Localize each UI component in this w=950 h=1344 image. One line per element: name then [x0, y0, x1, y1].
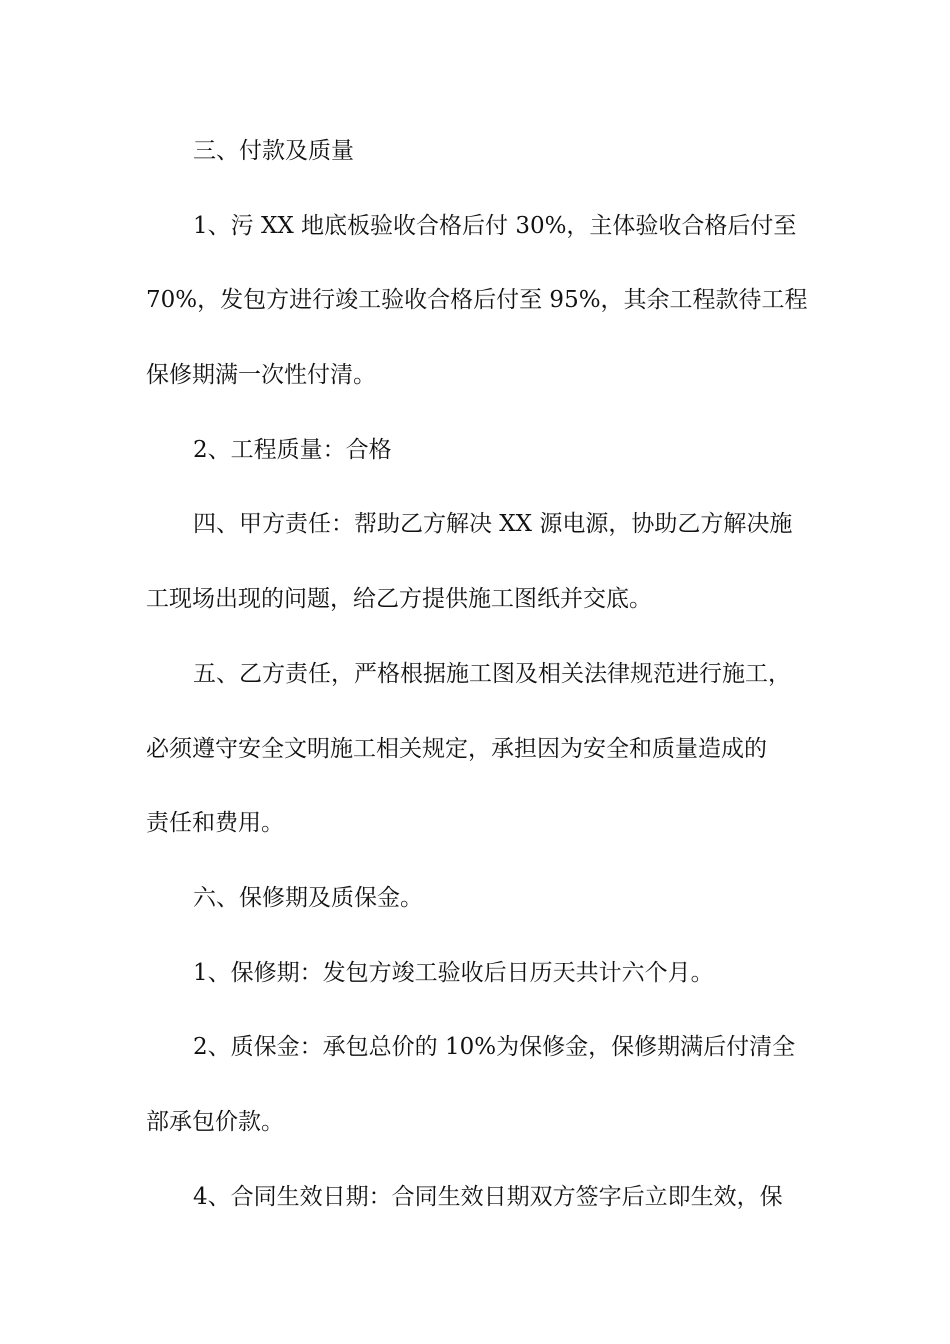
text-line: 2、工程质量：合格: [193, 436, 392, 463]
text-line: 部承包价款。: [146, 1108, 284, 1135]
document-body: [146, 114, 806, 1234]
text-line: 1、污 XX 地底板验收合格后付 30%，主体验收合格后付至: [193, 212, 797, 239]
paragraph-effective-date: [146, 1160, 806, 1235]
text-line: 五、乙方责任，严格根据施工图及相关法律规范进行施工，: [193, 660, 791, 687]
paragraph-quality: [146, 413, 806, 488]
paragraph-party-b-duties: [146, 637, 806, 861]
paragraph-payment-terms: [146, 189, 806, 413]
text-line: 三、付款及质量: [193, 138, 354, 164]
paragraph-retention-money: [146, 1010, 806, 1159]
paragraph-warranty-period: [146, 936, 806, 1011]
section-heading-payment-quality: [146, 114, 806, 189]
text-line: 4、合同生效日期：合同生效日期双方签字后立即生效，保: [193, 1183, 783, 1210]
text-line: 70%，发包方进行竣工验收合格后付至 95%，其余工程款待工程: [146, 287, 808, 314]
text-line: 六、保修期及质保金。: [193, 884, 423, 911]
section-heading-warranty: [146, 861, 806, 936]
text-line: 必须遵守安全文明施工相关规定，承担因为安全和质量造成的: [146, 735, 767, 762]
paragraph-party-a-duties: [146, 487, 806, 636]
text-line: 保修期满一次性付清。: [146, 362, 376, 389]
text-line: 四、甲方责任：帮助乙方解决 XX 源电源，协助乙方解决施: [193, 511, 793, 538]
text-line: 2、质保金：承包总价的 10%为保修金，保修期满后付清全: [193, 1034, 796, 1061]
text-line: 责任和费用。: [146, 810, 284, 837]
text-line: 工现场出现的问题，给乙方提供施工图纸并交底。: [146, 586, 652, 613]
text-line: 1、保修期：发包方竣工验收后日历天共计六个月。: [193, 959, 714, 986]
